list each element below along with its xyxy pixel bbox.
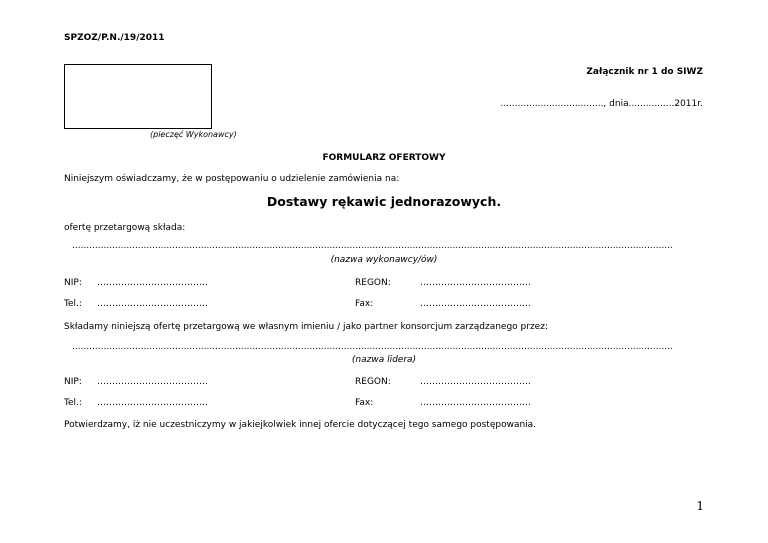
contractor-tel-field[interactable]: ………………………………. (97, 299, 208, 309)
bid-submitted-by-label: ofertę przetargową składa: (64, 223, 186, 233)
form-title: FORMULARZ OFERTOWY (322, 153, 446, 163)
contractor-name-caption: (nazwa wykonawcy/ów) (330, 255, 438, 265)
consortium-statement: Składamy niniejszą ofertę przetargową we własnym imieniu / jako partner konsorcjum zarządzanego przez: (64, 322, 548, 332)
intro-statement: Niniejszym oświadczamy, że w postępowaniu o udzielenie zamówienia na: (64, 174, 400, 184)
leader-tel-field[interactable]: ………………………………. (97, 398, 208, 408)
leader-regon-field[interactable]: ………………………………. (420, 377, 531, 387)
leader-fax-field[interactable]: ………………………………. (420, 398, 531, 408)
stamp-caption: (pieczęć Wykonawcy) (150, 130, 237, 139)
leader-tel-label: Tel.: (64, 398, 82, 408)
contractor-fax-label: Fax: (355, 299, 374, 309)
leader-nip-label: NIP: (64, 377, 82, 387)
attachment-label: Załącznik nr 1 do SIWZ (586, 67, 703, 77)
leader-name-caption: (nazwa lidera) (351, 355, 417, 365)
leader-nip-field[interactable]: ………………………………. (97, 377, 208, 387)
contractor-nip-field[interactable]: ………………………………. (97, 278, 208, 288)
order-subject: Dostawy rękawic jednorazowych. (266, 194, 502, 209)
leader-fax-label: Fax: (355, 398, 374, 408)
contractor-stamp-box (64, 64, 212, 129)
place-date-line: ...................................., dnia................2011r. (500, 99, 703, 109)
confirmation-statement: Potwierdzamy, iż nie uczestniczymy w jakiejkolwiek innej ofercie dotyczącej tego samego postępowania. (64, 420, 537, 430)
contractor-regon-field[interactable]: ………………………………. (420, 278, 531, 288)
contractor-regon-label: REGON: (355, 278, 391, 288)
contractor-name-line: .................................................................................................................................................................................................................. (72, 241, 673, 251)
page-number: 1 (696, 499, 704, 513)
document-reference: SPZOZ/P.N./19/2011 (64, 33, 165, 43)
contractor-fax-field[interactable]: ………………………………. (420, 299, 531, 309)
contractor-nip-label: NIP: (64, 278, 82, 288)
contractor-tel-label: Tel.: (64, 299, 82, 309)
leader-regon-label: REGON: (355, 377, 391, 387)
leader-name-line: .................................................................................................................................................................................................................. (72, 342, 673, 352)
